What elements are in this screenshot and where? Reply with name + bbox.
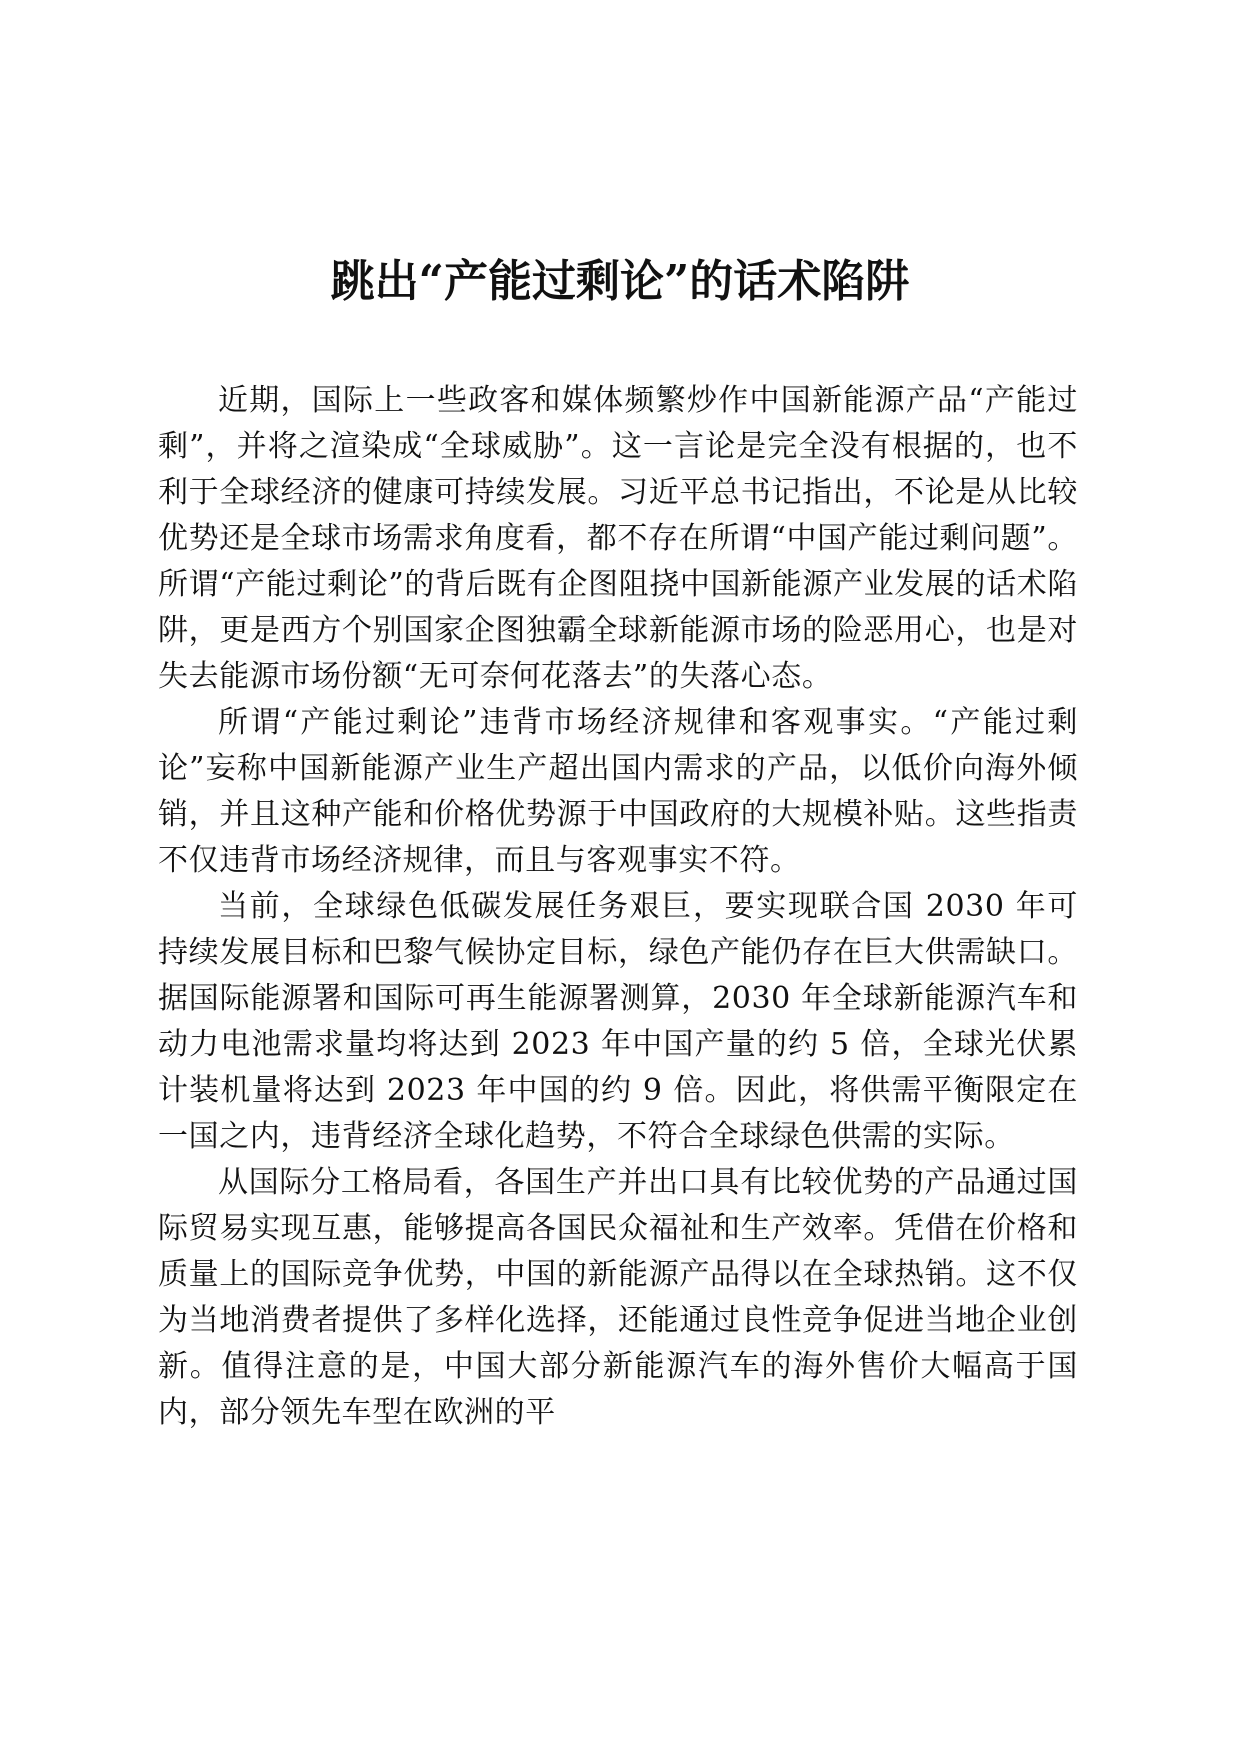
paragraph-2: 所谓“产能过剩论”违背市场经济规律和客观事实。“产能过剩论”妄称中国新能源产业生产超出国内需求的产品，以低价向海外倾销，并且这种产能和价格优势源于中国政府的大规模补贴。这些指责不仅违背市场经济规律，而且与客观事实不符。 (158, 705, 1078, 878)
paragraph-3: 当前，全球绿色低碳发展任务艰巨，要实现联合国 2030 年可持续发展目标和巴黎气候协定目标，绿色产能仍存在巨大供需缺口。据国际能源署和国际可再生能源署测算，2030 年全球新能源汽车和动力电池需求量均将达到 2023 年中国产量的约 5 倍，全球光伏累计装机量将达到 2023 年中国的约 9 倍。因此，将供需平衡限定在一国之内，违背经济全球化趋势，不符合全球绿色供需的实际。 (158, 889, 1078, 1154)
paragraph-1: 近期，国际上一些政客和媒体频繁炒作中国新能源产品“产能过剩”，并将之渲染成“全球威胁”。这一言论是完全没有根据的，也不利于全球经济的健康可持续发展。习近平总书记指出，不论是从比较优势还是全球市场需求角度看，都不存在所谓“中国产能过剩问题”。所谓“产能过剩论”的背后既有企图阻挠中国新能源产业发展的话术陷阱，更是西方个别国家企图独霸全球新能源市场的险恶用心，也是对失去能源市场份额“无可奈何花落去”的失落心态。 (158, 383, 1078, 694)
document-body (158, 378, 1078, 1436)
document-title: 跳出“产能过剩论”的话术陷阱 (330, 256, 910, 307)
paragraph-4: 从国际分工格局看，各国生产并出口具有比较优势的产品通过国际贸易实现互惠，能够提高各国民众福祉和生产效率。凭借在价格和质量上的国际竞争优势，中国的新能源产品得以在全球热销。这不仅为当地消费者提供了多样化选择，还能通过良性竞争促进当地企业创新。值得注意的是，中国大部分新能源汽车的海外售价大幅高于国内，部分领先车型在欧洲的平 (158, 1165, 1078, 1430)
